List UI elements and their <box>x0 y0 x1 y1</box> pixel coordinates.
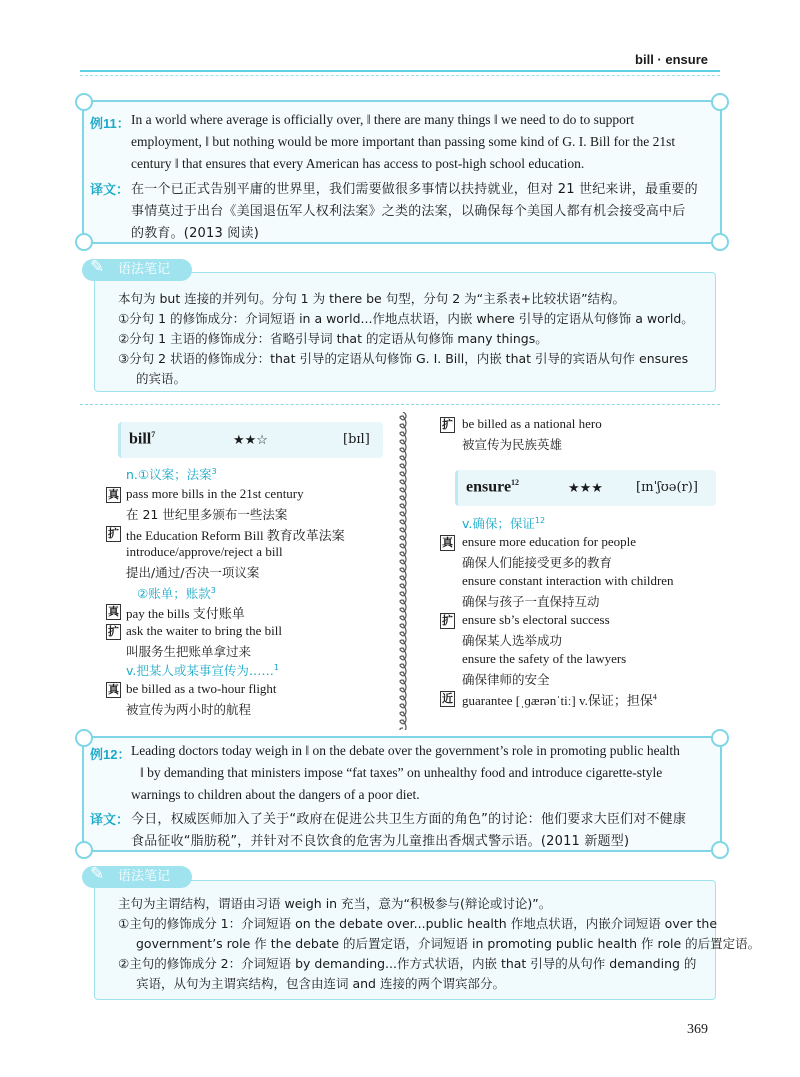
bill-example-7-cn: 被宣传为民族英雄 <box>462 437 563 452</box>
corner-ornament <box>711 93 729 111</box>
tag-extension: 扩 <box>108 527 119 540</box>
bill-example-2: the Education Reform Bill 教育改革法案 <box>126 528 345 543</box>
corner-ornament <box>711 729 729 747</box>
phonetic: [bɪl] <box>343 432 370 447</box>
header-rule <box>80 70 720 72</box>
example-11-line-1: In a world where average is officially over, ‖ there are many things ‖ we need to do to support <box>131 112 635 127</box>
page-number: 369 <box>687 1022 708 1037</box>
ensure-example-3-cn: 确保某人选举成功 <box>462 633 563 648</box>
page-header-title: bill · ensure <box>635 52 708 67</box>
bill-example-3-cn: 提出/通过/否决一项议案 <box>126 565 260 580</box>
grammar-note-2-tag <box>82 866 192 888</box>
bill-example-7: be billed as a national hero <box>462 416 602 431</box>
example-11-label: 例11： <box>90 116 130 131</box>
grammar-note-1-line-1: 本句为 but 连接的并列句。分句 1 为 there be 句型，分句 2 为“主系表+比较状语”结构。 <box>118 291 626 306</box>
bill-sense-3: v.把某人或某事宣传为……$^1$ <box>126 662 279 678</box>
ensure-sense-1: v.确保；保证$^{12}$ <box>462 515 546 531</box>
section-divider <box>80 404 720 405</box>
tag-real-exam: 真 <box>108 605 119 618</box>
spiral-divider <box>399 412 407 730</box>
ensure-example-3: ensure sb’s electoral success <box>462 612 610 627</box>
ensure-example-1: ensure more education for people <box>462 534 636 549</box>
corner-ornament <box>75 233 93 251</box>
corner-ornament <box>711 233 729 251</box>
tag-extension: 扩 <box>442 614 453 627</box>
grammar-note-1-tag <box>82 259 192 281</box>
bill-example-5-cn: 叫服务生把账单拿过来 <box>126 644 252 659</box>
grammar-note-2-line-4: ②主句的修饰成分 2：介词短语 by demanding...作方式状语，内嵌 that 引导的从句作 demanding 的 <box>118 956 697 971</box>
pen-icon: ✎ <box>90 864 105 884</box>
corner-ornament <box>75 841 93 859</box>
tag-real-exam: 真 <box>108 488 119 501</box>
ensure-example-1-cn: 确保人们能接受更多的教育 <box>462 555 613 570</box>
ensure-synonym: guarantee [ˌɡærənˈtiː] v.保证；担保$^4$ <box>462 692 657 708</box>
example-12-line-3: warnings to children about the dangers of a poor diet. <box>131 787 420 802</box>
example-11-translation-line-1: 在一个已正式告别平庸的世界里，我们需要做很多事情以扶持就业，但对 21 世纪来讲，最重要的 <box>131 182 698 197</box>
example-12-translation-label: 译文： <box>90 812 130 827</box>
ensure-example-4-cn: 确保律师的安全 <box>462 672 550 687</box>
grammar-note-2-title: 语法笔记 <box>118 869 171 884</box>
corner-ornament <box>75 93 93 111</box>
bill-example-1-cn: 在 21 世纪里多颁布一些法案 <box>126 507 288 522</box>
frequency-stars: ★★★ <box>568 480 603 495</box>
grammar-note-2-line-3: government’s role 作 the debate 的后置定语，介词短语 in promoting public health 作 role 的后置定语。 <box>136 936 761 951</box>
bill-sense-2: ②账单；账款$^3$ <box>137 585 216 601</box>
headword-ensure: ensure$^{12}$ <box>466 478 520 496</box>
example-12-line-2: ‖ by demanding that ministers impose “fat taxes” on unhealthy food and introduce cigarette-style <box>140 765 663 780</box>
grammar-note-1-line-4: ③分句 2 状语的修饰成分：that 引导的定语从句修饰 G. I. Bill，内嵌 that 引导的宾语从句作 ensures <box>118 351 689 366</box>
bill-example-5: ask the waiter to bring the bill <box>126 623 282 638</box>
phonetic: [ɪnˈʃʊə(r)] <box>636 480 698 495</box>
frequency-stars: ★★☆ <box>233 432 268 447</box>
grammar-note-1-line-3: ②分句 1 主语的修饰成分：省略引导词 that 的定语从句修饰 many things。 <box>118 331 548 346</box>
grammar-note-1-line-2: ①分句 1 的修饰成分：介词短语 in a world...作地点状语，内嵌 where 引导的定语从句修饰 a world。 <box>118 311 694 326</box>
example-12-translation-line-1: 今日，权威医师加入了关于“政府在促进公共卫生方面的角色”的讨论：他们要求大臣们对不健康 <box>131 812 687 827</box>
header-rule-dashed <box>80 75 720 76</box>
grammar-note-2-line-1: 主句为主谓结构，谓语由习语 weigh in 充当，意为“积极参与(辩论或讨论)”。 <box>118 896 552 911</box>
grammar-note-1-line-5: 的宾语。 <box>136 371 187 386</box>
bill-example-4: pay the bills 支付账单 <box>126 606 245 621</box>
example-12-translation-line-2: 食品征收“脂肪税”，并针对不良饮食的危害为儿童推出香烟式警示语。(2011 新题型) <box>131 834 630 849</box>
grammar-note-2-line-2: ①主句的修饰成分 1：介词短语 on the debate over...public health 作地点状语，内嵌介词短语 over the <box>118 916 718 931</box>
headword-bill: bill$^7$ <box>129 430 156 448</box>
ensure-example-2-cn: 确保与孩子一直保持互动 <box>462 594 600 609</box>
tag-extension: 扩 <box>442 418 453 431</box>
bill-sense-1: n.①议案；法案$^3$ <box>126 466 217 482</box>
example-11-line-3: century ‖ that ensures that every American has access to post-high school education. <box>131 156 585 171</box>
grammar-note-1-title: 语法笔记 <box>118 262 171 277</box>
grammar-note-2-line-5: 宾语，从句为主谓宾结构，包含由连词 and 连接的两个谓宾部分。 <box>136 976 505 991</box>
example-11-translation-label: 译文： <box>90 182 130 197</box>
word-card-bill <box>118 422 383 458</box>
pen-icon: ✎ <box>90 257 105 277</box>
bill-example-1: pass more bills in the 21st century <box>126 486 304 501</box>
example-12-line-1: Leading doctors today weigh in ‖ on the debate over the government’s role in promoting public health <box>131 743 680 758</box>
ensure-example-2: ensure constant interaction with children <box>462 573 674 588</box>
tag-synonym: 近 <box>442 692 453 705</box>
example-12-label: 例12： <box>90 747 131 762</box>
example-11-translation-line-2: 事情莫过于出台《美国退伍军人权利法案》之类的法案，以确保每个美国人都有机会接受高中后 <box>131 204 686 219</box>
example-11-line-2: employment, ‖ but nothing would be more important than passing some kind of G. I. Bill for the 21st <box>131 134 676 149</box>
tag-real-exam: 真 <box>108 683 119 696</box>
ensure-example-4: ensure the safety of the lawyers <box>462 651 627 666</box>
bill-example-6-cn: 被宣传为两小时的航程 <box>126 702 252 717</box>
bill-example-6: be billed as a two-hour flight <box>126 681 277 696</box>
bill-example-3: introduce/approve/reject a bill <box>126 544 283 559</box>
example-11-translation-line-3: 的教育。(2013 阅读) <box>131 226 259 241</box>
tag-extension: 扩 <box>108 625 119 638</box>
tag-real-exam: 真 <box>442 536 453 549</box>
word-card-ensure <box>455 470 716 506</box>
corner-ornament <box>711 841 729 859</box>
